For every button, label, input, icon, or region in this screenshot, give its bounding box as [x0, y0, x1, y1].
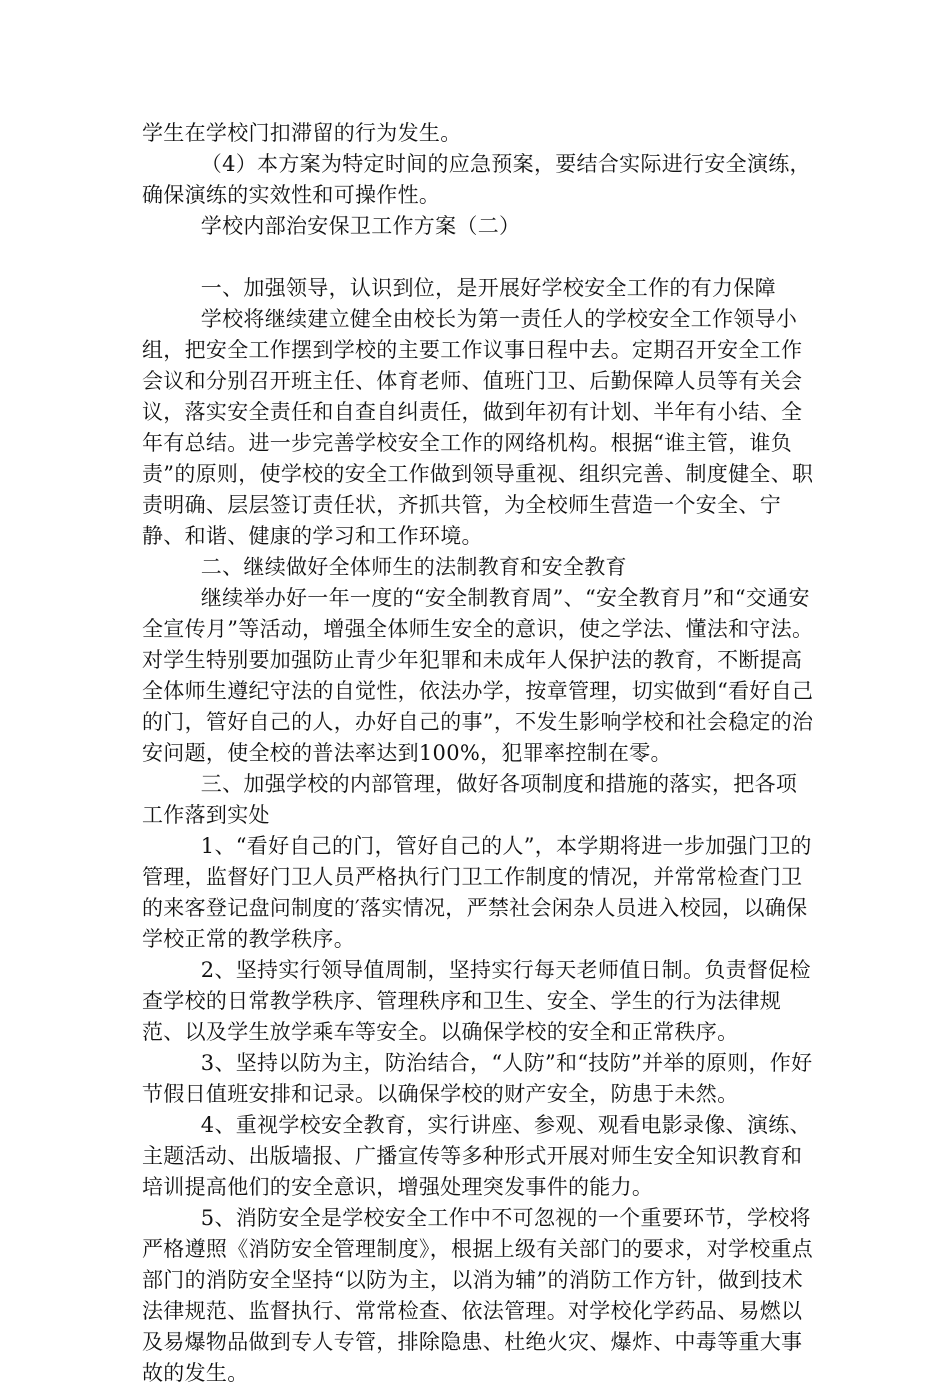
heading-one: 一、加强领导，认识到位，是开展好学校安全工作的有力保障 [200, 276, 776, 300]
paragraph-continuation: 学生在学校门扣滞留的行为发生。 [142, 121, 462, 145]
blank-line [142, 242, 814, 273]
paragraph-point-2: 2、坚持实行领导值周制，坚持实行每天老师值日制。负责督促检查学校的日常教学秩序、管理秩序和卫生、安全、学生的行为法律规范、以及学生放学乘车等安全。以确保学校的安全和正常秩序。 [142, 958, 811, 1044]
paragraph-point-3: 3、坚持以防为主，防治结合，“人防”和“技防”并举的原则，作好节假日值班安排和记录。以确保学校的财产安全，防患于未然。 [142, 1051, 813, 1106]
section-title: 学校内部治安保卫工作方案（二） [200, 214, 521, 238]
paragraph-education: 继续举办好一年一度的“安全制教育周”、“安全教育月”和“交通安全宣传月”等活动，增强全体师生安全的意识，使之学法、懂法和守法。对学生特别要加强防止青少年犯罪和未成年人保护法的教育，不断提高全体师生遵纪守法的自觉性，依法办学，按章管理，切实做到“看好自己的门，管好自己的人，办好自己的事”，不发生影响学校和社会稳定的治安问题，使全校的普法率达到100%，犯罪率控制在零。 [142, 586, 814, 765]
heading-three: 三、加强学校的内部管理，做好各项制度和措施的落实，把各项工作落到实处 [142, 772, 798, 827]
paragraph-point-4: 4、重视学校安全教育，实行讲座、参观、观看电影录像、演练、主题活动、出版墙报、广播宣传等多种形式开展对师生安全知识教育和培训提高他们的安全意识，增强处理突发事件的能力。 [142, 1113, 811, 1199]
paragraph-point-1: 1、“看好自己的门，管好自己的人”，本学期将进一步加强门卫的管理，监督好门卫人员严格执行门卫工作制度的情况，并常常检查门卫的来客登记盘问制度的′落实情况，严禁社会闲杂人员进入校园，以确保学校正常的教学秩序。 [142, 834, 812, 951]
document-body [142, 118, 814, 1389]
heading-two: 二、继续做好全体师生的法制教育和安全教育 [200, 555, 627, 579]
paragraph-leadership: 学校将继续建立健全由校长为第一责任人的学校安全工作领导小组，把安全工作摆到学校的主要工作议事日程中去。定期召开安全工作会议和分别召开班主任、体育老师、值班门卫、后勤保障人员等有关会议，落实安全责任和自查自纠责任，做到年初有计划、半年有小结、全年有总结。进一步完善学校安全工作的网络机构。根据“谁主管，谁负责”的原则，使学校的安全工作做到领导重视、组织完善、制度健全、职责明确、层层签订责任状，齐抓共管，为全校师生营造一个安全、宁静、和谐、健康的学习和工作环境。 [142, 307, 814, 548]
paragraph-item-4: （4）本方案为特定时间的应急预案，要结合实际进行安全演练，确保演练的实效性和可操作性。 [142, 152, 811, 207]
paragraph-point-5: 5、消防安全是学校安全工作中不可忽视的一个重要环节，学校将严格遵照《消防安全管理制度》，根据上级有关部门的要求，对学校重点部门的消防安全坚持“以防为主，以消为辅”的消防工作方针，做到技术法律规范、监督执行、常常检查、依法管理。对学校化学药品、易燃以及易爆物品做到专人专管，排除隐患、杜绝火灾、爆炸、中毒等重大事故的发生。 [142, 1206, 814, 1385]
